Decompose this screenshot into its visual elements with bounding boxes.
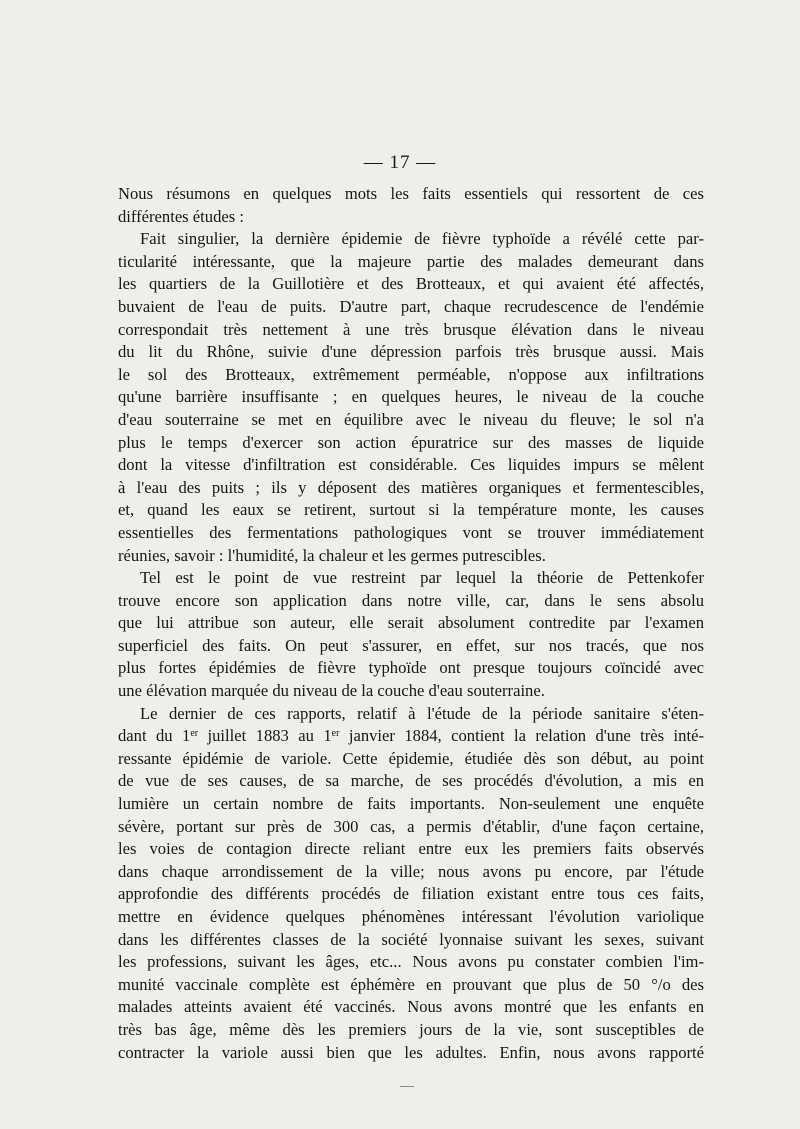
text-line: les quartiers de la Guillotière et des Brotteaux, et qui avaient été affectés, — [118, 274, 704, 294]
text-line: dont la vitesse d'infiltration est considérable. Ces liquides impurs se mêlent — [118, 455, 704, 475]
text-line: approfondie des différents procédés de filiation existant entre tous ces faits, — [118, 884, 704, 904]
text-line: malades atteints avaient été vaccinés. Nous avons montré que les enfants en — [118, 997, 704, 1017]
text-line: mettre en évidence quelques phénomènes intéressant l'évolution variolique — [118, 907, 704, 926]
text-line: d'eau souterraine se met en équilibre avec le niveau du fleuve; le sol n'a — [118, 409, 704, 429]
bottom-ink-mark — [400, 1086, 414, 1087]
text-line: dans chaque arrondissement de la ville; nous avons pu encore, par l'étude — [118, 861, 704, 881]
text-line: buvaient de l'eau de puits. D'autre part, chaque recrudescence de l'endémie — [118, 296, 704, 316]
text-line: plus fortes épidémies de fièvre typhoïde ont presque toujours coïncidé avec — [118, 658, 704, 678]
text-line: Nous résumons en quelques mots les faits essentiels qui ressortent de ces — [118, 184, 704, 203]
text-line: que lui attribue son auteur, elle serait absolument contredite par l'examen — [118, 613, 704, 633]
text-line: très bas âge, même dès les premiers jours de la vie, sont susceptibles de — [118, 1019, 704, 1039]
text-line: une élévation marquée du niveau de la couche d'eau souterraine. — [118, 681, 545, 701]
page-number: — 17 — — [363, 152, 437, 173]
text-line: Le dernier de ces rapports, relatif à l'étude de la période sanitaire s'éten- — [140, 703, 704, 723]
text-line: trouve encore son application dans notre ville, car, dans le sens absolu — [118, 590, 704, 610]
text-line: à l'eau des puits ; ils y déposent des matières organiques et fermentescibles, — [118, 477, 704, 497]
text-line: superficiel des faits. On peut s'assurer, en effet, sur nos tracés, que nos — [118, 635, 704, 655]
text-line: du lit du Rhône, suivie d'une dépression parfois très brusque aussi. Mais — [118, 342, 704, 362]
text-line: qu'une barrière insuffisante ; en quelques heures, le niveau de la couche — [118, 387, 704, 407]
text-line: sévère, portant sur près de 300 cas, a permis d'établir, d'une façon certaine, — [118, 816, 704, 836]
text-line: Tel est le point de vue restreint par lequel la théorie de Pettenkofer — [140, 568, 704, 588]
text-line: les professions, suivant les âges, etc... Nous avons pu constater combien l'im- — [118, 952, 704, 972]
text-line: et, quand les eaux se retirent, surtout si la température monte, les causes — [118, 500, 704, 520]
text-line: plus le temps d'exercer son action épuratrice sur des masses de liquide — [118, 432, 704, 452]
text-line: ticularité intéressante, que la majeure partie des malades demeurant dans — [118, 251, 704, 271]
text-line: Fait singulier, la dernière épidemie de fièvre typhoïde a révélé cette par- — [140, 229, 704, 249]
text-line: les voies de contagion directe reliant entre eux les premiers faits observés — [118, 839, 704, 859]
text-line: différentes études : — [118, 206, 244, 226]
text-line: le sol des Brotteaux, extrêmement perméable, n'oppose aux infiltrations — [118, 364, 704, 384]
text-line: réunies, savoir : l'humidité, la chaleur et les germes putrescibles. — [118, 545, 546, 565]
text-line: lumière un certain nombre de faits importants. Non-seulement une enquête — [118, 794, 704, 814]
text-line: de vue de ses causes, de sa marche, de ses procédés d'évolution, a mis en — [118, 771, 704, 791]
text-line: dant du 1er juillet 1883 au 1er janvier 1884, contient la relation d'une très inté- — [118, 726, 704, 746]
text-line: ressante épidémie de variole. Cette épidemie, étudiée dès son début, au point — [118, 748, 704, 768]
body-text — [118, 183, 704, 1064]
text-line: contracter la variole aussi bien que les adultes. Enfin, nous avons rapporté — [118, 1042, 704, 1062]
text-line: essentielles des fermentations pathologiques vont se trouver immédiatement — [118, 522, 704, 542]
text-line: dans les différentes classes de la société lyonnaise suivant les sexes, suivant — [118, 929, 704, 949]
text-line: correspondait très nettement à une très brusque élévation dans le niveau — [118, 319, 704, 339]
text-line: munité vaccinale complète est éphémère en prouvant que plus de 50 °/o des — [118, 974, 704, 994]
